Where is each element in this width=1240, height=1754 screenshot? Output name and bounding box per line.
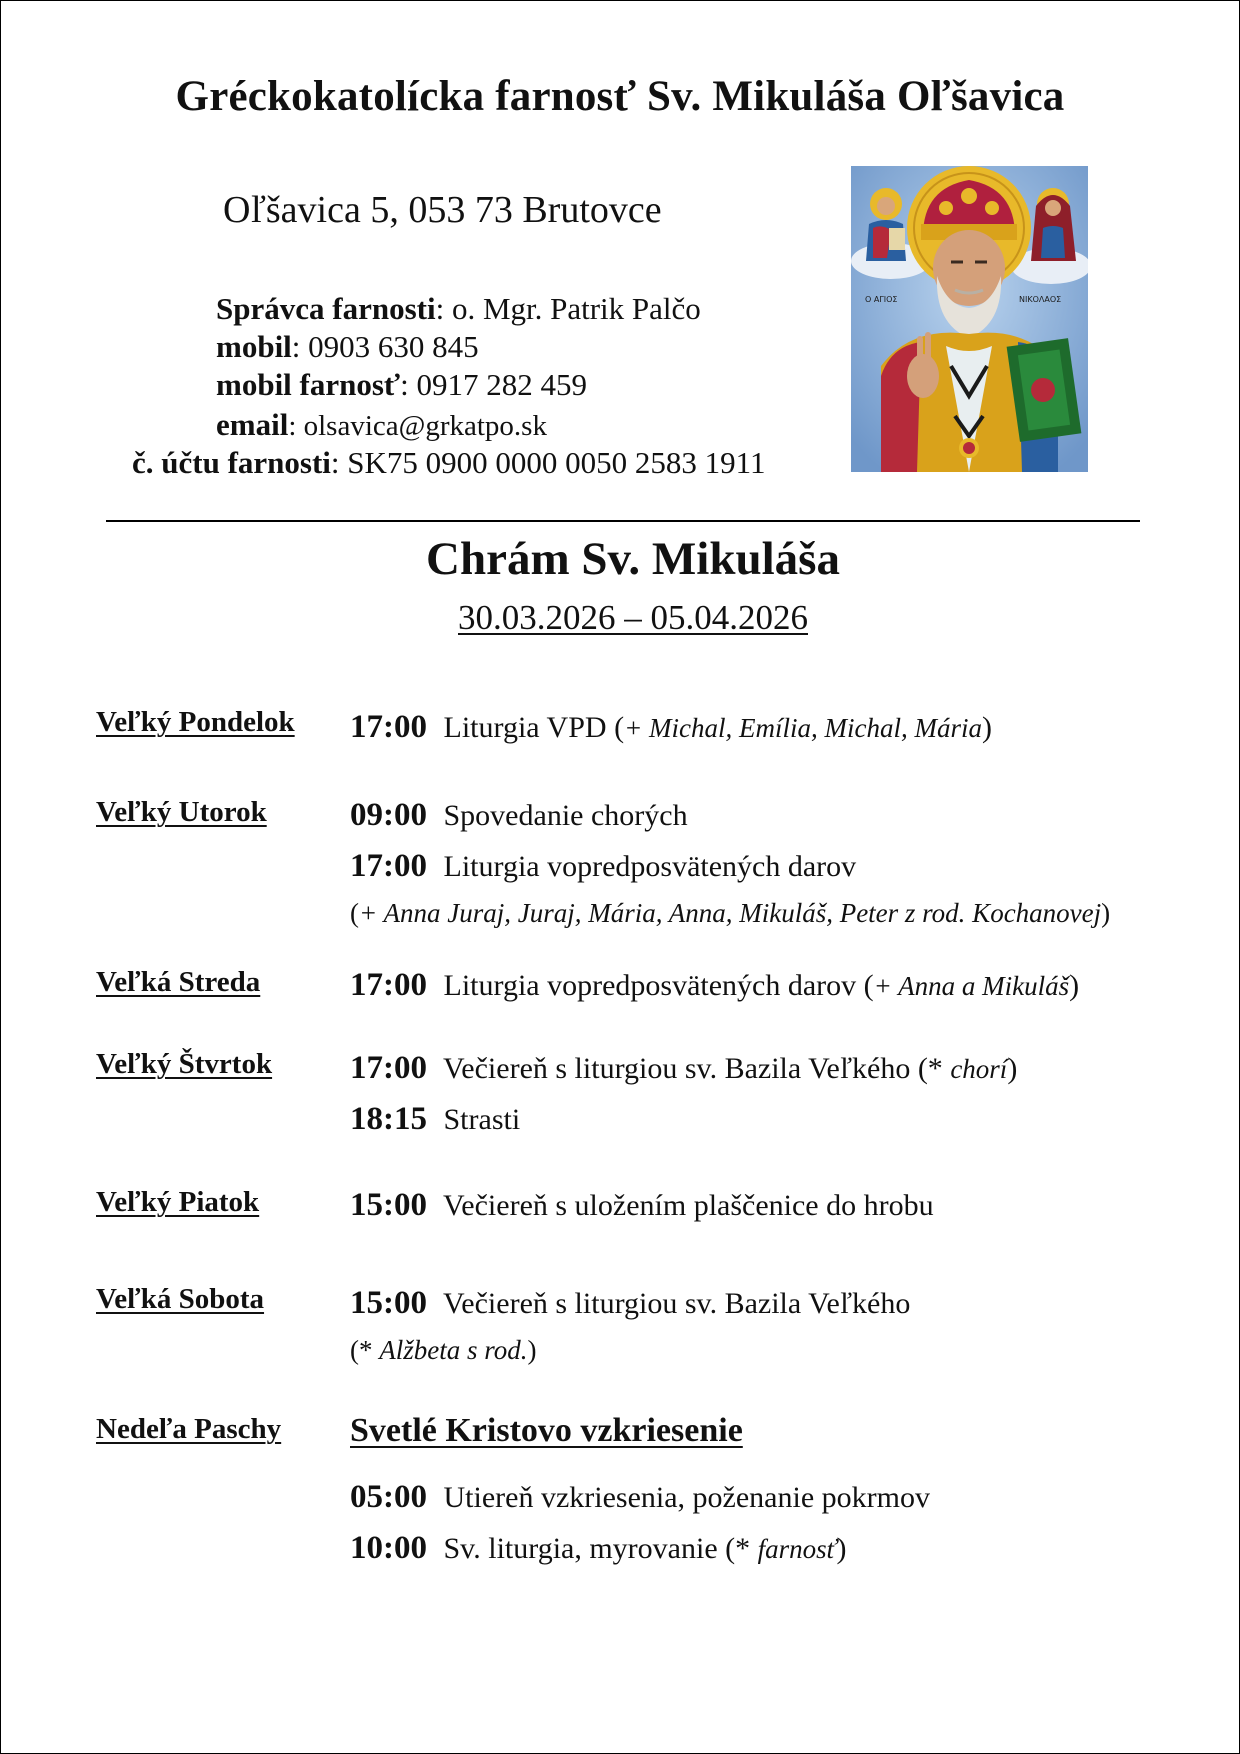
event-text: Liturgia vopredposvätených darov [436, 850, 857, 883]
event-thursday-1 [350, 1050, 1017, 1087]
event-text: Spovedanie chorých [436, 799, 688, 832]
event-sunday-1 [350, 1479, 930, 1516]
note-open: (* [350, 1335, 380, 1365]
event-monday-1 [350, 709, 992, 746]
event-time: 15:00 [350, 1187, 427, 1223]
account-line [132, 444, 766, 483]
event-intention: chorí [950, 1054, 1008, 1084]
day-label-thursday: Veľký Štvrtok [96, 1048, 273, 1080]
event-time: 09:00 [350, 797, 427, 833]
event-text: Liturgia vopredposvätených darov ( [436, 969, 874, 1002]
note-intention: Alžbeta s rod. [379, 1335, 528, 1365]
event-text: Utiereň vzkriesenia, poženanie pokrmov [436, 1481, 930, 1514]
event-tuesday-1 [350, 797, 688, 834]
day-label-tuesday: Veľký Utorok [96, 796, 267, 828]
mobile-label: mobil [216, 329, 292, 364]
event-intention: + Anna a Mikuláš [873, 971, 1070, 1001]
event-text: Večiereň s uložením plaščenice do hrobu [436, 1189, 934, 1222]
parish-title: Gréckokatolícka farnosť Sv. Mikuláša Oľšavica [175, 73, 1065, 120]
account-label: č. účtu farnosti [132, 445, 331, 480]
event-close: ) [1007, 1052, 1018, 1085]
section-divider [106, 520, 1140, 522]
event-close: ) [981, 711, 992, 744]
event-time: 15:00 [350, 1285, 427, 1321]
email-label: email [216, 407, 289, 442]
day-label-sunday: Nedeľa Paschy [96, 1413, 282, 1445]
saint-nicholas-icon [851, 166, 1088, 472]
administrator-value: : o. Mgr. Patrik Palčo [435, 291, 701, 326]
mobile-value: : 0903 630 845 [291, 329, 479, 364]
event-saturday-1 [350, 1285, 910, 1322]
event-text: Večiereň s liturgiou sv. Bazila Veľkého (* [436, 1052, 951, 1085]
church-title: Chrám Sv. Mikuláša [426, 533, 840, 585]
event-time: 18:15 [350, 1101, 427, 1137]
note-intention: + Anna Juraj, Juraj, Mária, Anna, Mikuláš, Peter z rod. Kochanovej [359, 898, 1102, 928]
event-intention: + Michal, Emília, Michal, Mária [624, 713, 982, 743]
event-saturday-note [350, 1335, 537, 1366]
note-close: ) [1101, 898, 1111, 928]
email-line [216, 406, 547, 446]
event-thursday-2 [350, 1101, 520, 1138]
event-wednesday-1 [350, 967, 1079, 1004]
day-label-saturday: Veľká Sobota [96, 1283, 265, 1315]
event-tuesday-note [350, 898, 1110, 929]
event-friday-1 [350, 1187, 934, 1224]
mobile-line [216, 328, 479, 367]
date-range-text: 30.03.2026 – 05.04.2026 [458, 598, 808, 637]
event-time: 17:00 [350, 967, 427, 1003]
day-label-monday: Veľký Pondelok [96, 706, 295, 738]
event-time: 05:00 [350, 1479, 427, 1515]
account-value: : SK75 0900 0000 0050 2583 1911 [330, 445, 766, 480]
date-range [0, 598, 1240, 638]
day-label-friday: Veľký Piatok [96, 1186, 260, 1218]
event-time: 17:00 [350, 848, 427, 884]
event-text: Sv. liturgia, myrovanie (* [436, 1532, 758, 1565]
day-label-wednesday: Veľká Streda [96, 966, 261, 998]
administrator-line [216, 290, 701, 329]
event-text: Liturgia VPD ( [436, 711, 625, 744]
parish-mobile-value: : 0917 282 459 [400, 367, 587, 402]
email-value[interactable]: : olsavica@grkatpo.sk [288, 410, 547, 442]
event-close: ) [836, 1532, 847, 1565]
event-intention: farnosť [757, 1534, 837, 1564]
event-text: Večiereň s liturgiou sv. Bazila Veľkého [436, 1287, 911, 1320]
administrator-label: Správca farnosti [216, 291, 436, 326]
event-text: Strasti [436, 1103, 521, 1136]
event-time: 17:00 [350, 709, 427, 745]
note-close: ) [527, 1335, 537, 1365]
parish-mobile-label: mobil farnosť [216, 367, 401, 402]
parish-mobile-line [216, 366, 587, 405]
event-time: 17:00 [350, 1050, 427, 1086]
icon-inscription-left: O ΑΓΙΟΣ [865, 295, 898, 304]
icon-inscription-right: ΝΙΚΟΛΑΟΣ [1019, 295, 1062, 304]
event-sunday-2 [350, 1530, 846, 1567]
note-open: ( [350, 898, 359, 928]
event-close: ) [1069, 969, 1080, 1002]
parish-address: Oľšavica 5, 053 73 Brutovce [223, 189, 662, 231]
feast-title: Svetlé Kristovo vzkriesenie [350, 1412, 743, 1449]
event-tuesday-2 [350, 848, 856, 885]
event-time: 10:00 [350, 1530, 427, 1566]
